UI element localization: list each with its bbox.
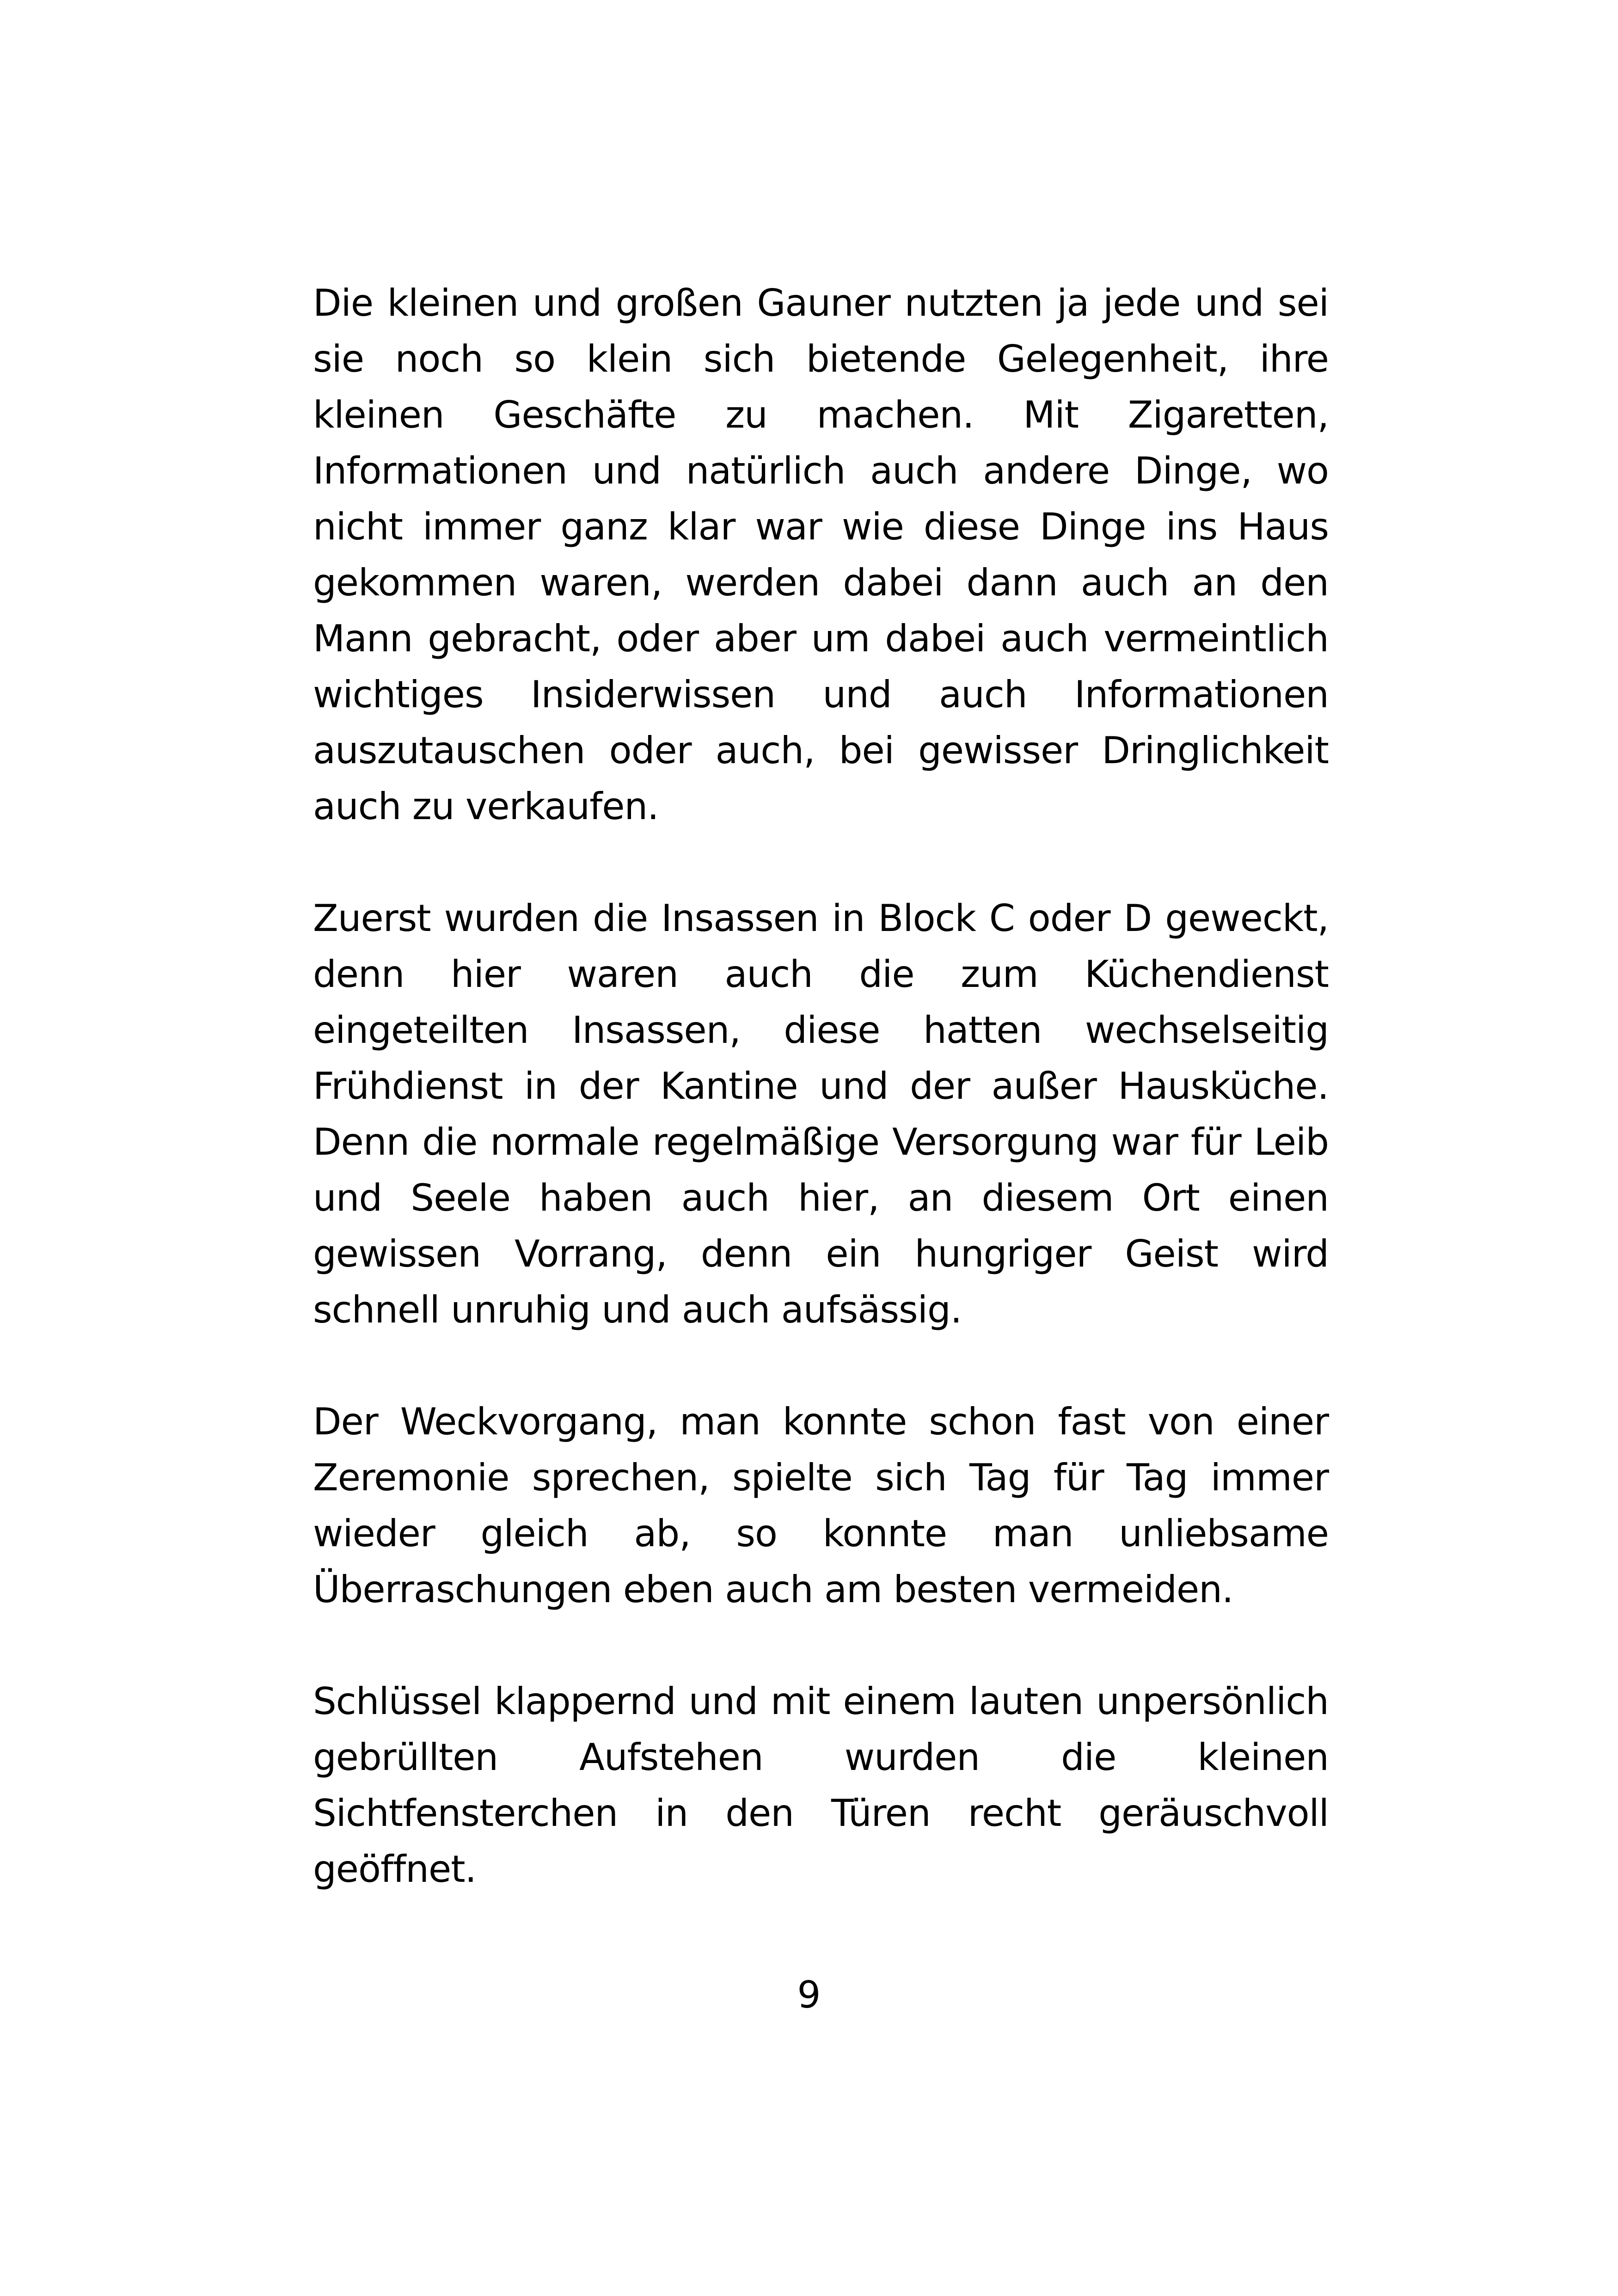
paragraph: Der Weckvorgang, man konnte schon fast von einer Zeremonie sprechen, spielte sich Tag für Tag immer wieder gleich ab, so konnte man unliebsame Überraschungen eben auch am besten vermeiden. — [313, 1400, 1329, 1611]
page-number: 9 — [797, 1973, 821, 2016]
paragraph: Zuerst wurden die Insassen in Block C oder D geweckt, denn hier waren auch die zum Küchendienst eingeteilten Insassen, diese hatten wechselseitig Frühdienst in der Kantine und der außer Hausküche. Denn die normale regelmäßige Versorgung war für Leib und Seele haben auch hier, an diesem Ort einen gewissen Vorrang, denn ein hungriger Geist wird schnell unruhig und auch aufsässig. — [313, 897, 1329, 1331]
paragraph: Schlüssel klappernd und mit einem lauten unpersönlich gebrüllten Aufstehen wurden die kleinen Sichtfensterchen in den Türen recht geräuschvoll geöffnet. — [313, 1680, 1329, 1891]
paragraph: Die kleinen und großen Gauner nutzten ja jede und sei sie noch so klein sich bietende Gelegenheit, ihre kleinen Geschäfte zu machen. Mit Zigaretten, Informationen und natürlich auch andere Dinge, wo nicht immer ganz klar war wie diese Dinge ins Haus gekommen waren, werden dabei dann auch an den Mann gebracht, oder aber um dabei auch vermeintlich wichtiges Insiderwissen und auch Informationen auszutauschen oder auch, bei gewisser Dringlichkeit auch zu verkaufen. — [313, 282, 1329, 828]
body-text — [313, 275, 1329, 1953]
